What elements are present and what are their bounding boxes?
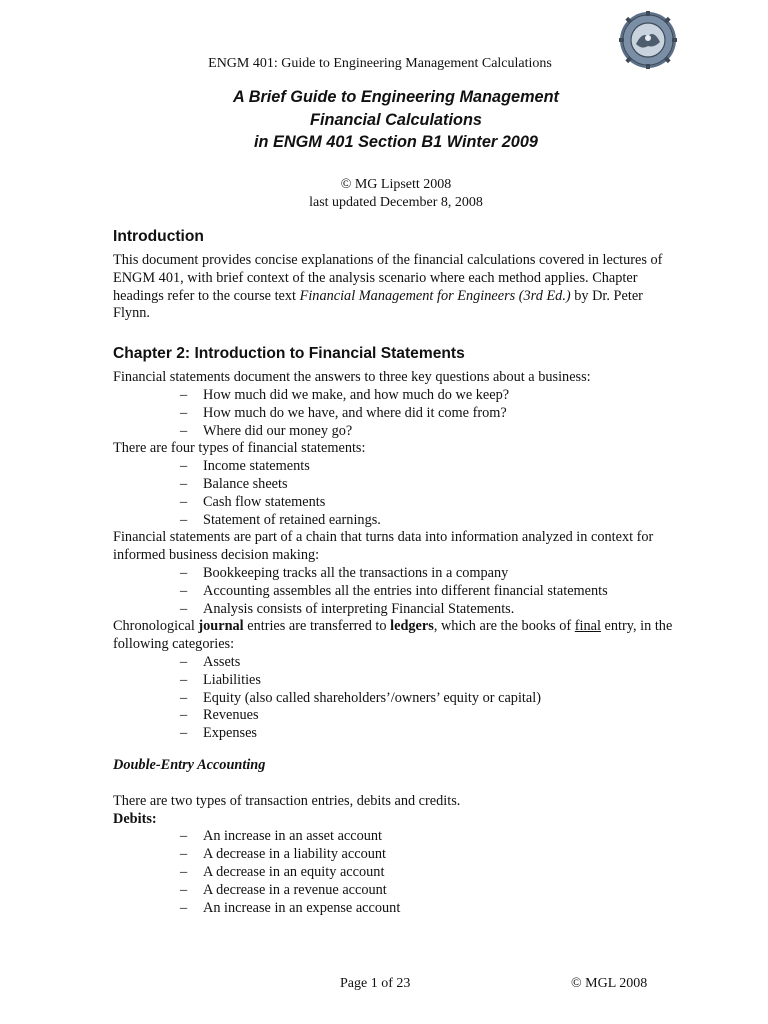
key-questions-list [113, 387, 673, 440]
list-item: – Income statements [180, 458, 673, 476]
document-title [0, 86, 768, 154]
debits-label-text: Debits: [113, 810, 157, 827]
term-journal: journal [198, 618, 244, 635]
list-item: – Bookkeeping tracks all the transactions in a company [180, 565, 673, 583]
chapter-2-paragraph-1: Financial statements document the answers to three key questions about a business: [113, 369, 591, 386]
debits-label [113, 811, 673, 829]
term-ledgers: ledgers [390, 618, 434, 635]
chapter-2-paragraph-3: Financial statements are part of a chain that turns data into information analyzed in context for informed business decision making: [113, 529, 654, 564]
list-item: – Liabilities [180, 672, 673, 690]
title-line-2: Financial Calculations [310, 110, 482, 129]
intro-text-before: This document provides concise explanations of the financial calculations covered in lectures of ENGM 401, with brief context of the analysis scenario where each method applies. Chapter headings refer to the course text [113, 252, 663, 304]
list-item: – Revenues [180, 707, 673, 725]
university-seal-icon [618, 10, 678, 70]
list-item: – A decrease in a liability account [180, 846, 673, 864]
list-item: – Statement of retained earnings. [180, 512, 673, 530]
p4-text-d: entry, in the following categories: [113, 618, 673, 653]
author-copyright: © MG Lipsett 2008 [340, 177, 452, 192]
p4-text-b: entries are transferred to [243, 618, 391, 635]
footer-copyright: © MGL 2008 [571, 976, 648, 991]
list-item: – Accounting assembles all the entries into different financial statements [180, 583, 673, 601]
list-item: – Expenses [180, 725, 673, 743]
ledger-categories-list [113, 654, 673, 743]
running-head: ENGM 401: Guide to Engineering Management Calculations [208, 56, 552, 71]
page-number: Page 1 of 23 [340, 976, 411, 991]
list-item: – A decrease in a revenue account [180, 882, 673, 900]
list-item: – Where did our money go? [180, 423, 673, 441]
p4-text-a: Chronological [113, 618, 199, 635]
course-text-title: Financial Management for Engineers (3rd Ed.) [299, 287, 571, 304]
statement-types-list [113, 458, 673, 529]
document-body [113, 226, 673, 917]
list-item: – Balance sheets [180, 476, 673, 494]
introduction-paragraph [113, 252, 673, 323]
list-item: – An increase in an asset account [180, 828, 673, 846]
p4-text-c: , which are the books of [433, 618, 575, 635]
debits-list [113, 828, 673, 917]
list-item: – How much did we make, and how much do we keep? [180, 387, 673, 405]
intro-text-after: by Dr. Peter Flynn. [113, 287, 643, 322]
list-item: – A decrease in an equity account [180, 864, 673, 882]
title-line-1: A Brief Guide to Engineering Management [233, 88, 559, 106]
list-item: – Equity (also called shareholders’/owners’ equity or capital) [180, 690, 673, 708]
chapter-2-heading: Chapter 2: Introduction to Financial Statements [113, 345, 465, 363]
list-item: – How much do we have, and where did it come from? [180, 405, 673, 423]
list-item: – Cash flow statements [180, 494, 673, 512]
list-item: – Assets [180, 654, 673, 672]
title-line-3: in ENGM 401 Section B1 Winter 2009 [254, 133, 538, 151]
list-item: – An increase in an expense account [180, 900, 673, 918]
chapter-2-paragraph-5: There are two types of transaction entries, debits and credits. [113, 792, 461, 809]
chapter-2-paragraph-4 [113, 618, 673, 654]
double-entry-subheading: Double-Entry Accounting [113, 756, 266, 773]
chapter-2-paragraph-2: There are four types of financial statements: [113, 440, 366, 457]
byline [0, 176, 768, 212]
last-updated: last updated December 8, 2008 [309, 195, 483, 210]
term-final: final [574, 618, 601, 635]
information-chain-list [113, 565, 673, 618]
introduction-heading: Introduction [113, 228, 204, 245]
list-item: – Analysis consists of interpreting Financial Statements. [180, 601, 673, 619]
